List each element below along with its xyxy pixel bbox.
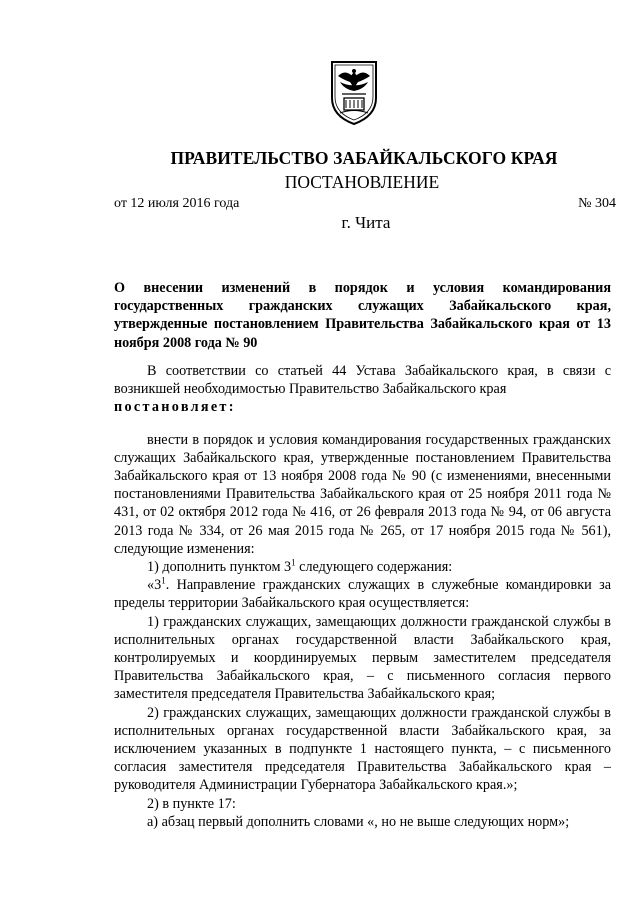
document-number: № 304	[578, 196, 616, 211]
document-type: ПОСТАНОВЛЕНИЕ	[284, 172, 440, 192]
point-3-1-text: . Направление гражданских служащих в служебные командировки за пределы территории Забайкальского края осуществляется:	[114, 577, 611, 612]
document-body	[114, 362, 611, 831]
point-3-1-paragraph	[114, 576, 611, 612]
organization-name: ПРАВИТЕЛЬСТВО ЗАБАЙКАЛЬСКОГО КРАЯ	[170, 148, 558, 168]
item-1-superscript: 1	[291, 557, 296, 568]
item-2a-paragraph: а) абзац первый дополнить словами «, но не выше следующих норм»;	[147, 813, 570, 830]
preamble-paragraph	[114, 362, 611, 417]
subpoint-1-paragraph: 1) гражданских служащих, замещающих должности гражданской службы в исполнительных органах государственной власти Забайкальского края, контролируемых и координируемых первым заместителем председателя Правительства Забайкальского края, – с письменного согласия первого заместителя председателя Правительства Забайкальского края;	[114, 613, 611, 703]
decree-word: постановляет:	[114, 399, 236, 416]
item-1-text: 1) дополнить пунктом 3	[147, 559, 292, 576]
subpoint-2-paragraph: 2) гражданских служащих, замещающих должности гражданской службы в исполнительных органах государственной власти Забайкальского края, за исключением указанных в подпункте 1 настоящего пункта, – с письменного согласия заместителя председателя Правительства Забайкальского края – руководителя Администрации Губернатора Забайкальского края.»;	[114, 704, 611, 794]
item-1-paragraph	[114, 558, 611, 576]
coat-of-arms-emblem	[328, 58, 380, 126]
point-3-1-superscript: 1	[161, 575, 166, 586]
item-1-suffix: следующего содержания:	[295, 559, 453, 576]
preamble-text: В соответствии со статьей 44 Устава Забайкальского края, в связи с возникшей необходимостью Правительство Забайкальского края	[114, 363, 611, 398]
document-date: от 12 июля 2016 года	[114, 196, 240, 211]
item-2-paragraph: 2) в пункте 17:	[147, 795, 236, 812]
point-3-1-prefix: «3	[147, 577, 162, 594]
document-city: г. Чита	[341, 213, 391, 232]
document-title: О внесении изменений в порядок и условия командирования государственных гражданских служащих Забайкальского края, утвержденные постановлением Правительства Забайкальского края от 13 ноября 2008 года № 90	[114, 280, 611, 351]
intro-paragraph: внести в порядок и условия командирования государственных гражданских служащих Забайкальского края, утвержденные постановлением Правительства Забайкальского края от 13 ноября 2008 года № 90 (с изменениями, внесенными постановлениями Правительства Забайкальского края от 25 ноября 2011 года № 431, от 02 октября 2012 года № 416, от 26 февраля 2013 года № 94, от 06 августа 2013 года № 334, от 26 мая 2015 года № 265, от 17 ноября 2015 года № 561), следующие изменения:	[114, 431, 611, 557]
